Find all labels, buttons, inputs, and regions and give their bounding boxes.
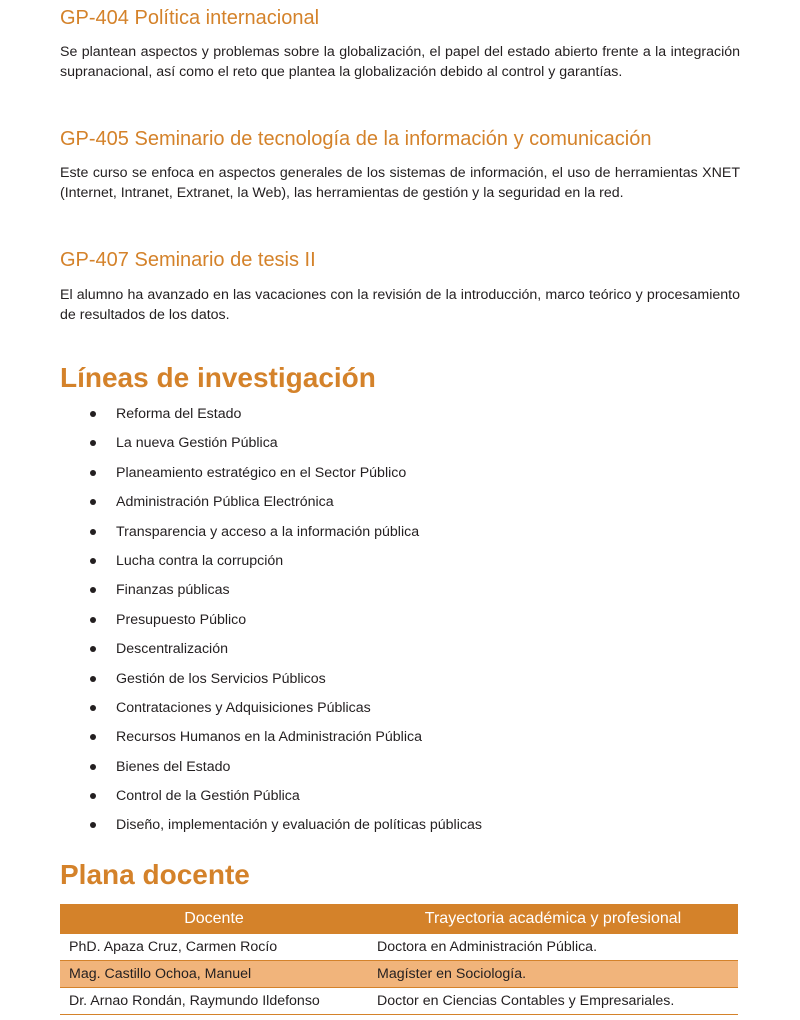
list-item bbox=[60, 669, 740, 698]
bullet-icon bbox=[90, 617, 96, 623]
list-item bbox=[60, 639, 740, 668]
bullet-icon bbox=[90, 440, 96, 446]
bullet-icon bbox=[90, 529, 96, 535]
list-item-label: Lucha contra la corrupción bbox=[116, 552, 284, 569]
bullet-icon bbox=[90, 646, 96, 652]
column-header-docente: Docente bbox=[60, 904, 368, 934]
list-item-label: Presupuesto Público bbox=[116, 611, 247, 628]
teaching-staff-table bbox=[60, 904, 738, 1015]
list-item-label: Transparencia y acceso a la información pública bbox=[116, 523, 420, 540]
list-item-label: Administración Pública Electrónica bbox=[116, 494, 334, 511]
list-item-label: Planeamiento estratégico en el Sector Público bbox=[116, 464, 407, 481]
list-item bbox=[60, 815, 740, 844]
bullet-icon bbox=[90, 734, 96, 740]
staff-name-cell: Mag. Castillo Ochoa, Manuel bbox=[60, 961, 368, 988]
list-item bbox=[60, 522, 740, 551]
table-row bbox=[60, 988, 738, 1015]
bullet-icon bbox=[90, 499, 96, 505]
research-lines-heading: Líneas de investigación bbox=[60, 362, 376, 393]
bullet-icon bbox=[90, 587, 96, 593]
bullet-icon bbox=[90, 558, 96, 564]
research-lines-list bbox=[60, 404, 740, 845]
table-row bbox=[60, 934, 738, 961]
list-item-label: Contrataciones y Adquisiciones Públicas bbox=[116, 699, 371, 716]
staff-name-cell: Dr. Arnao Rondán, Raymundo Ildefonso bbox=[60, 988, 368, 1015]
table-header-row bbox=[60, 904, 738, 934]
list-item-label: Diseño, implementación y evaluación de políticas públicas bbox=[116, 817, 482, 834]
bullet-icon bbox=[90, 764, 96, 770]
list-item-label: Recursos Humanos en la Administración Pública bbox=[116, 729, 422, 746]
bullet-icon bbox=[90, 411, 96, 417]
staff-background-cell: Doctora en Administración Pública. bbox=[368, 934, 738, 961]
staff-background-cell: Magíster en Sociología. bbox=[368, 961, 738, 988]
bullet-icon bbox=[90, 793, 96, 799]
list-item-label: Descentralización bbox=[116, 641, 228, 658]
list-item-label: La nueva Gestión Pública bbox=[116, 435, 278, 452]
list-item-label: Bienes del Estado bbox=[116, 758, 231, 775]
list-item bbox=[60, 727, 740, 756]
table-row bbox=[60, 961, 738, 988]
course-title-gp404: GP-404 Política internacional bbox=[60, 7, 320, 29]
list-item-label: Control de la Gestión Pública bbox=[116, 788, 300, 805]
list-item bbox=[60, 433, 740, 462]
list-item bbox=[60, 463, 740, 492]
course-desc-gp407: El alumno ha avanzado en las vacaciones con la revisión de la introducción, marco teórico y procesamiento de resultados de los datos. bbox=[60, 287, 740, 323]
staff-name-cell: PhD. Apaza Cruz, Carmen Rocío bbox=[60, 934, 368, 961]
list-item-label: Gestión de los Servicios Públicos bbox=[116, 670, 326, 687]
bullet-icon bbox=[90, 676, 96, 682]
course-title-gp407: GP-407 Seminario de tesis II bbox=[60, 249, 316, 271]
list-item bbox=[60, 786, 740, 815]
column-header-trayectoria: Trayectoria académica y profesional bbox=[368, 904, 738, 934]
bullet-icon bbox=[90, 705, 96, 711]
list-item-label: Reforma del Estado bbox=[116, 406, 242, 422]
bullet-icon bbox=[90, 822, 96, 828]
list-item bbox=[60, 610, 740, 639]
teaching-staff-heading: Plana docente bbox=[60, 859, 250, 890]
list-item bbox=[60, 698, 740, 727]
course-desc-gp405: Este curso se enfoca en aspectos generales de los sistemas de información, el uso de herramientas XNET (Internet, Intranet, Extranet, la Web), las herramientas de gestión y la seguridad en la red. bbox=[60, 165, 740, 201]
bullet-icon bbox=[90, 470, 96, 476]
list-item bbox=[60, 580, 740, 609]
list-item bbox=[60, 492, 740, 521]
list-item bbox=[60, 404, 740, 433]
list-item bbox=[60, 551, 740, 580]
staff-background-cell: Doctor en Ciencias Contables y Empresariales. bbox=[368, 988, 738, 1015]
course-desc-gp404: Se plantean aspectos y problemas sobre la globalización, el papel del estado abierto frente a la integración supranacional, así como el reto que plantea la globalización debido al control y garantías. bbox=[60, 44, 740, 80]
list-item-label: Finanzas públicas bbox=[116, 582, 230, 599]
course-title-gp405: GP-405 Seminario de tecnología de la información y comunicación bbox=[60, 128, 652, 150]
list-item bbox=[60, 757, 740, 786]
